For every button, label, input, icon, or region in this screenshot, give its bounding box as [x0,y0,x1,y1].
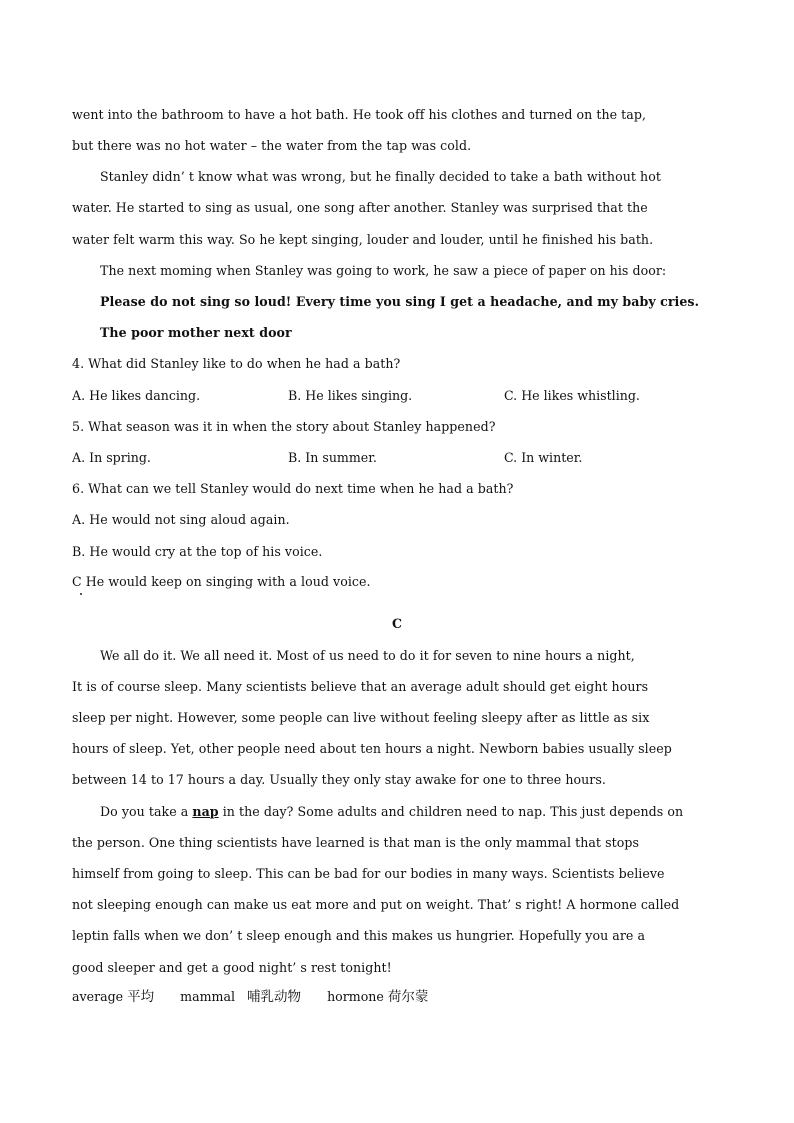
note-signature: The poor mother next door [100,325,292,340]
option-c: C. In winter. [504,450,583,465]
passage-c-line: It is of course sleep. Many scientists believe that an average adult should get eight hours [72,679,649,694]
passage-c-line: good sleeper and get a good night’ s rest tonight! [72,960,392,975]
passage-b-line: went into the bathroom to have a hot bath. He took off his clothes and turned on the tap, [72,107,647,122]
passage-c-line: We all do it. We all need it. Most of us need to do it for seven to nine hours a night, [100,648,635,663]
glossary-translation: 平均 [127,989,155,1005]
passage-b-line: The next moming when Stanley was going to work, he saw a piece of paper on his door: [100,263,667,278]
glossary [72,989,428,1005]
text-segment: Do you take a [100,804,193,819]
note-text: Please do not sing so loud! Every time you sing I get a headache, and my baby cries. [100,294,700,309]
passage-c-line: the person. One thing scientists have learned is that man is the only mammal that stops [72,835,639,850]
passage-c-line: between 14 to 17 hours a day. Usually they only stay awake for one to three hours. [72,772,606,787]
passage-c-line [100,804,750,820]
glossary-term: mammal [180,989,236,1004]
section-heading: C [391,616,403,631]
glossary-translation: 哺乳动物 [247,989,302,1005]
glossary-term: hormone [327,989,384,1004]
passage-c-line: hours of sleep. Yet, other people need about ten hours a night. Newborn babies usually sleep [72,741,672,756]
passage-b-line: but there was no hot water – the water from the tap was cold. [72,138,472,153]
passage-b-line: Stanley didn’ t know what was wrong, but he finally decided to take a bath without hot [100,169,661,184]
glossary-translation: 荷尔蒙 [387,989,429,1005]
option-a: A. He would not sing aloud again. [72,512,290,527]
option-c: C. He likes whistling. [504,388,640,403]
vocab-highlight: nap [192,804,219,819]
option-a: A. In spring. [72,450,151,465]
option-a: A. He likes dancing. [72,388,201,403]
passage-c-line: not sleeping enough can make us eat more and put on weight. That’ s right! A hormone called [72,897,680,912]
question-stem: 6. What can we tell Stanley would do next time when he had a bath? [72,481,514,496]
glossary-term: average [72,989,124,1004]
passage-b-line: water. He started to sing as usual, one song after another. Stanley was surprised that the [72,200,648,215]
option-b: B. He likes singing. [288,388,413,403]
question-stem: 4. What did Stanley like to do when he had a bath? [72,356,401,371]
stray-dot [80,593,82,595]
passage-c-line: leptin falls when we don’ t sleep enough and this makes us hungrier. Hopefully you are a [72,928,646,943]
question-stem: 5. What season was it in when the story about Stanley happened? [72,419,496,434]
passage-b-line: water felt warm this way. So he kept singing, louder and louder, until he finished his bath. [72,232,654,247]
option-c: C He would keep on singing with a loud voice. [72,574,371,589]
passage-c-line: sleep per night. However, some people can live without feeling sleepy after as little as six [72,710,650,725]
option-b: B. He would cry at the top of his voice. [72,544,323,559]
option-b: B. In summer. [288,450,377,465]
passage-c-line: himself from going to sleep. This can be bad for our bodies in many ways. Scientists believe [72,866,665,881]
text-segment: in the day? Some adults and children need to nap. This just depends on [218,804,684,819]
